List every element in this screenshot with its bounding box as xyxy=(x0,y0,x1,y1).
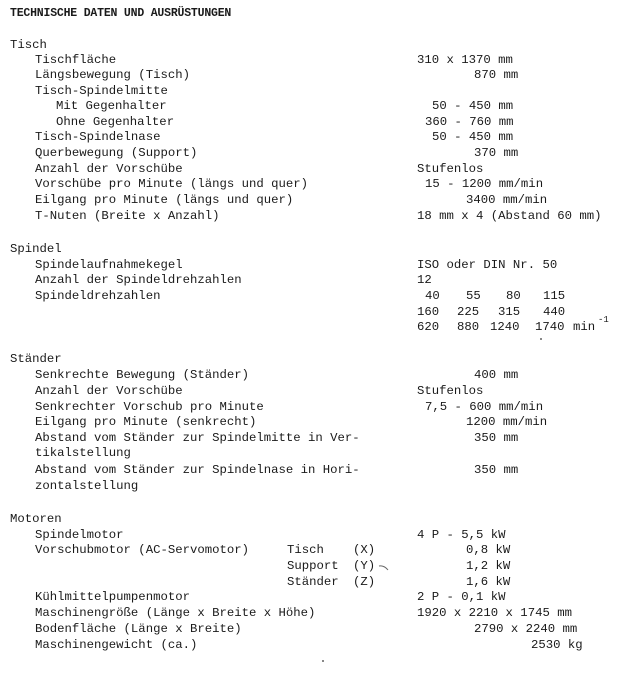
spec-value-ohne-gegenhalter: 360 - 760 mm xyxy=(425,115,514,129)
spec-value-vorschubmotor-staender: 1,6 kW xyxy=(466,575,511,589)
spec-label-vorschubmotor: Vorschubmotor (AC-Servomotor) xyxy=(35,543,250,557)
speed-value: 40 xyxy=(425,289,440,303)
spec-value-aufnahmekegel: ISO oder DIN Nr. 50 xyxy=(417,258,558,272)
speed-value: 1740 xyxy=(535,320,565,334)
spec-label-eilgang-tisch: Eilgang pro Minute (längs und quer) xyxy=(35,193,294,207)
spec-value-anzahl-drehzahlen: 12 xyxy=(417,273,432,287)
spec-label-aufnahmekegel: Spindelaufnahmekegel xyxy=(35,258,183,272)
speed-unit: min xyxy=(573,320,596,334)
axis-label-staender: Ständer xyxy=(287,575,339,589)
spec-value-senkrechter-vorschub: 7,5 - 600 mm/min xyxy=(425,400,544,414)
speed-value: 115 xyxy=(543,289,566,303)
spec-value-eilgang-staender: 1200 mm/min xyxy=(466,415,548,429)
spec-value-tischflaeche: 310 x 1370 mm xyxy=(417,53,513,67)
spec-value-vorschubmotor-support: 1,2 kW xyxy=(466,559,511,573)
spec-label-spindelnase: Tisch-Spindelnase xyxy=(35,130,161,144)
spec-value-spindelnase: 50 - 450 mm xyxy=(432,130,514,144)
scan-mark xyxy=(378,564,390,572)
spec-label-anzahl-vorschuebe: Anzahl der Vorschübe xyxy=(35,162,183,176)
spec-label-senkrechte-bewegung: Senkrechte Bewegung (Ständer) xyxy=(35,368,250,382)
section-heading-spindel: Spindel xyxy=(10,242,62,256)
spec-value-anzahl-vorschuebe: Stufenlos xyxy=(417,162,484,176)
speed-value: 620 xyxy=(417,320,440,334)
section-heading-motoren: Motoren xyxy=(10,512,62,526)
spec-value-querbewegung: 370 mm xyxy=(474,146,519,160)
section-heading-tisch: Tisch xyxy=(10,38,47,52)
spec-value-maschinengroesse: 1920 x 2210 x 1745 mm xyxy=(417,606,572,620)
speed-value: 225 xyxy=(457,305,480,319)
spec-value-senkrechte-bewegung: 400 mm xyxy=(474,368,519,382)
spec-label-kuehlmittelpumpenmotor: Kühlmittelpumpenmotor xyxy=(35,590,190,604)
spec-value-anzahl-vorschuebe-staender: Stufenlos xyxy=(417,384,484,398)
axis-code-y: (Y) xyxy=(353,559,376,573)
speed-value: 315 xyxy=(498,305,521,319)
spec-label-maschinengewicht: Maschinengewicht (ca.) xyxy=(35,638,198,652)
spec-label-mit-gegenhalter: Mit Gegenhalter xyxy=(56,99,167,113)
axis-code-x: (X) xyxy=(353,543,376,557)
page-title: TECHNISCHE DATEN UND AUSRÜSTUNGEN xyxy=(10,7,232,20)
speed-value: 440 xyxy=(543,305,566,319)
section-heading-staender: Ständer xyxy=(10,352,62,366)
spec-label-anzahl-drehzahlen: Anzahl der Spindeldrehzahlen xyxy=(35,273,242,287)
spec-label-vorschuebe-pro-minute: Vorschübe pro Minute (längs und quer) xyxy=(35,177,309,191)
spec-label-bodenflaeche: Bodenfläche (Länge x Breite) xyxy=(35,622,242,636)
spec-value-abstand-spindelnase: 350 mm xyxy=(474,463,519,477)
scan-dot xyxy=(322,660,324,662)
spec-label-spindelmotor: Spindelmotor xyxy=(35,528,124,542)
axis-label-support: Support xyxy=(287,559,339,573)
spec-value-abstand-spindelmitte: 350 mm xyxy=(474,431,519,445)
speed-value: 880 xyxy=(457,320,480,334)
spec-label-abstand-spindelnase: Abstand vom Ständer zur Spindelnase in Hori- xyxy=(35,463,360,477)
spec-value-kuehlmittelpumpenmotor: 2 P - 0,1 kW xyxy=(417,590,506,604)
spec-value-vorschuebe-pro-minute: 15 - 1200 mm/min xyxy=(425,177,544,191)
spec-label-ohne-gegenhalter: Ohne Gegenhalter xyxy=(56,115,175,129)
spec-label-maschinengroesse: Maschinengröße (Länge x Breite x Höhe) xyxy=(35,606,316,620)
speed-value: 1240 xyxy=(490,320,520,334)
spec-label-abstand-spindelnase-cont: zontalstellung xyxy=(35,479,139,493)
spec-label-anzahl-vorschuebe-staender: Anzahl der Vorschübe xyxy=(35,384,183,398)
speed-unit-exponent: -1 xyxy=(598,315,609,325)
spec-label-tischflaeche: Tischfläche xyxy=(35,53,117,67)
spec-value-maschinengewicht: 2530 kg xyxy=(531,638,583,652)
spec-label-eilgang-staender: Eilgang pro Minute (senkrecht) xyxy=(35,415,257,429)
axis-code-z: (Z) xyxy=(353,575,376,589)
spec-value-bodenflaeche: 2790 x 2240 mm xyxy=(474,622,578,636)
speed-value: 80 xyxy=(506,289,521,303)
spec-label-drehzahlen: Spindeldrehzahlen xyxy=(35,289,161,303)
spec-value-t-nuten: 18 mm x 4 (Abstand 60 mm) xyxy=(417,209,602,223)
scan-dot xyxy=(540,338,542,340)
spec-label-t-nuten: T-Nuten (Breite x Anzahl) xyxy=(35,209,220,223)
spec-label-abstand-spindelmitte: Abstand vom Ständer zur Spindelmitte in Ver- xyxy=(35,431,360,445)
spec-value-mit-gegenhalter: 50 - 450 mm xyxy=(432,99,514,113)
spec-label-laengsbewegung: Längsbewegung (Tisch) xyxy=(35,68,190,82)
speed-value: 160 xyxy=(417,305,440,319)
spec-label-spindelmitte: Tisch-Spindelmitte xyxy=(35,84,168,98)
spec-value-spindelmotor: 4 P - 5,5 kW xyxy=(417,528,506,542)
spec-value-vorschubmotor-tisch: 0,8 kW xyxy=(466,543,511,557)
spec-value-eilgang-tisch: 3400 mm/min xyxy=(466,193,548,207)
spec-label-querbewegung: Querbewegung (Support) xyxy=(35,146,198,160)
spec-value-laengsbewegung: 870 mm xyxy=(474,68,519,82)
axis-label-tisch: Tisch xyxy=(287,543,324,557)
spec-label-senkrechter-vorschub: Senkrechter Vorschub pro Minute xyxy=(35,400,264,414)
speed-value: 55 xyxy=(466,289,481,303)
spec-label-abstand-spindelmitte-cont: tikalstellung xyxy=(35,446,131,460)
